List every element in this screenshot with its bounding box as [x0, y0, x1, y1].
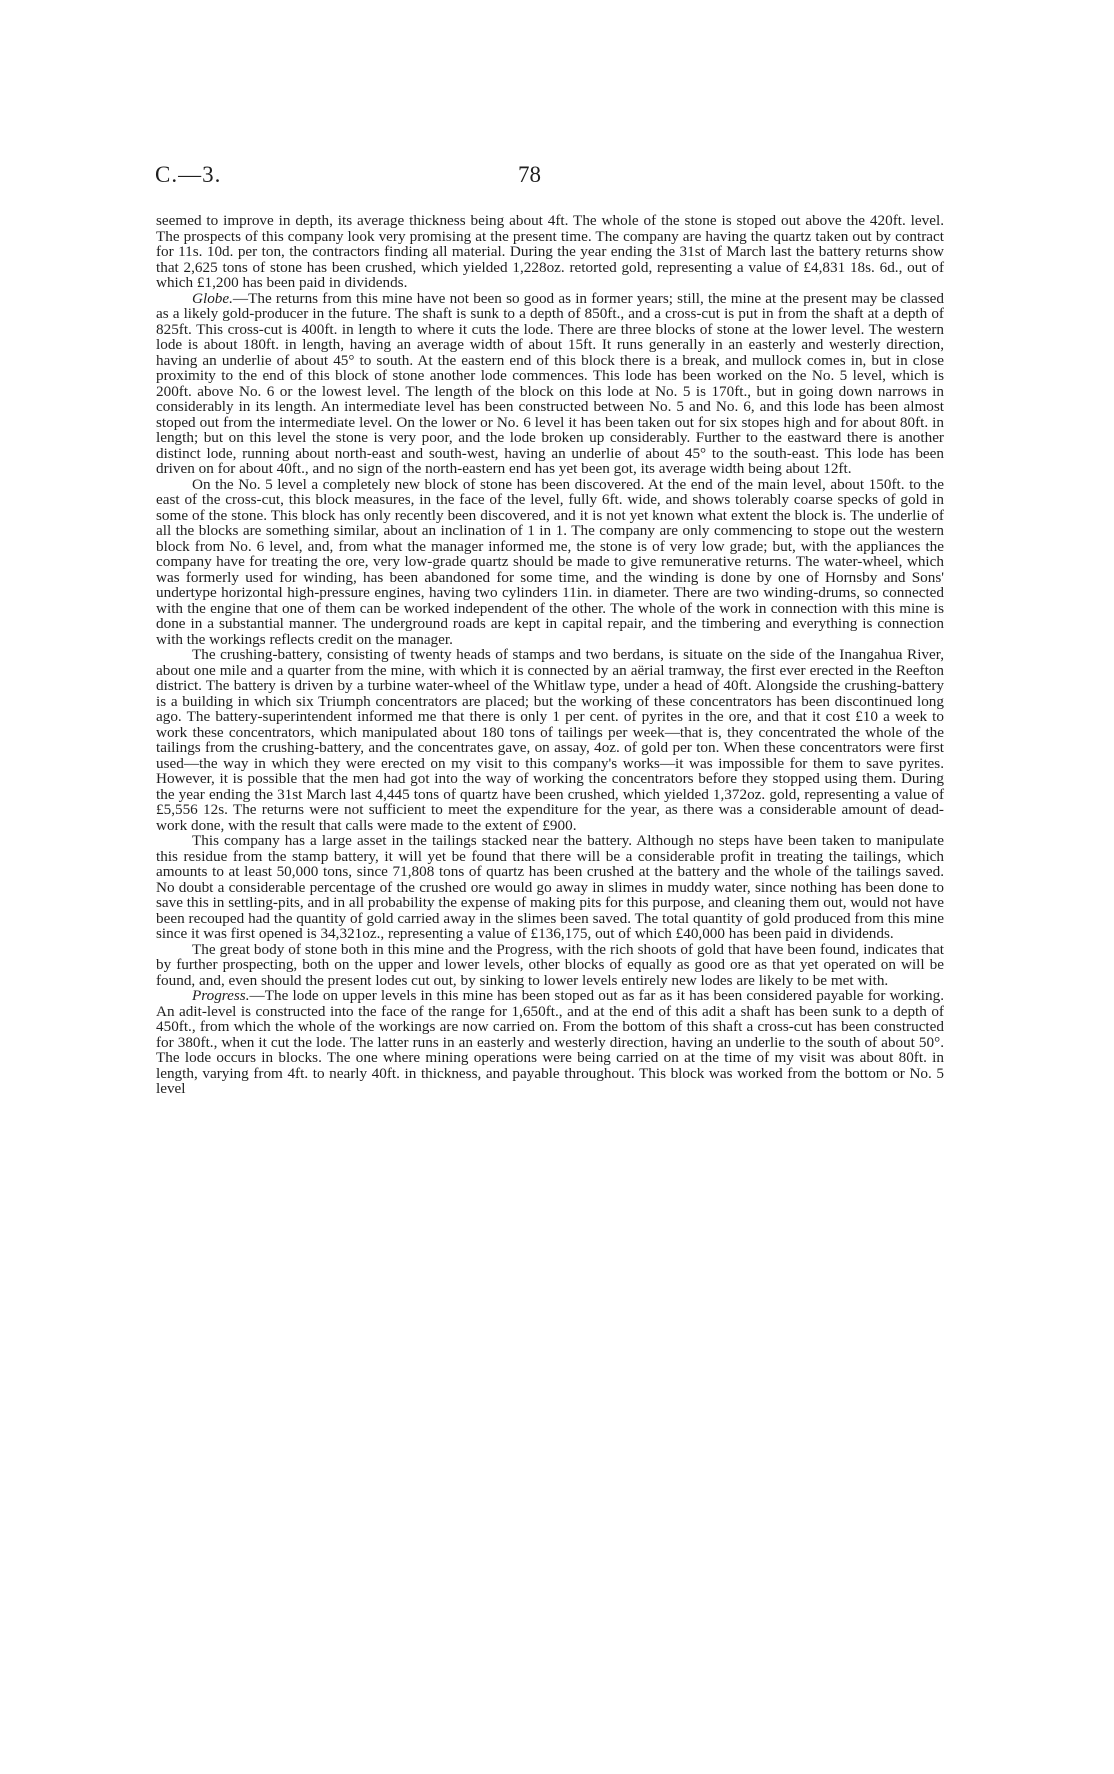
paragraph [156, 833, 944, 942]
paragraph-text: seemed to improve in depth, its average thickness being about 4ft. The whole of the stone is stoped out above the 420ft. level. The prospects of this company look very promising at the present time. The company are having the quartz taken out by contract for 11s. 10d. per ton, the contractors finding all material. During the year ending the 31st of March last the battery returns show that 2,625 tons of stone has been crushed, which yielded 1,228oz. retorted gold, representing a value of £4,831 18s. 6d., out of which £1,200 has been paid in dividends. [156, 212, 944, 291]
paragraph-progress [156, 988, 944, 1097]
section-lead-globe: Globe. [192, 289, 233, 307]
paragraph [156, 213, 944, 291]
body-text [156, 213, 944, 1097]
paragraph-text: —The returns from this mine have not been so good as in former years; still, the mine at the present may be classed as a likely gold-producer in the future. The shaft is sunk to a depth of 850ft., and a cross-cut is put in from the shaft at a depth of 825ft. This cross-cut is 400ft. in length to where it cuts the lode. There are three blocks of stone at the lower level. The western lode is about 180ft. in length, having an average width of about 15ft. It runs generally in an easterly and westerly direction, having an underlie of about 45° to south. At the eastern end of this block there is a break, and mullock comes in, but in close proximity to the end of this block of stone another lode commences. This lode has been worked on the No. 5 level, which is 200ft. above No. 6 or the lowest level. The length of the block on this lode at No. 5 is 170ft., but in going down narrows in considerably in its length. An intermediate level has been constructed between No. 5 and No. 6, and this lode has been almost stoped out from the intermediate level. On the lower or No. 6 level it has been taken out for six stopes high and for about 80ft. in length; but on this level the stone is very poor, and the lode broken up considerably. Further to the eastward there is another distinct lode, running about north-east and south-west, having an underlie of about 45° to the south-east. This lode has been driven on for about 40ft., and no sign of the north-eastern end has yet been got, its average width being about 12ft. [156, 289, 944, 477]
document-reference: C.—3. [155, 162, 222, 187]
section-lead-progress: Progress. [192, 987, 250, 1004]
paragraph [156, 647, 944, 833]
paragraph-text: The crushing-battery, consisting of twenty heads of stamps and two berdans, is situate on the side of the Inangahua River, about one mile and a quarter from the mine, with which it is connected by an aërial tramway, the first ever erected in the Reefton district. The battery is driven by a turbine water-wheel of the Whitlaw type, under a head of 40ft. Alongside the crushing-battery is a building in which six Triumph concentrators are placed; but the working of these concentrators has been discontinued long ago. The battery-superintendent informed me that there is only 1 per cent. of pyrites in the ore, and that it cost £10 a week to work these concentrators, which manipulated about 180 tons of tailings per week—that is, they concentrated the whole of the tailings from the crushing-battery, and the concentrates gave, on assay, 4oz. of gold per ton. When these concentrators were first used—the way in which they were erected on my visit to this company's works—it was impossible for them to save pyrites. However, it is possible that the men had got into the way of working the concentrators before they stopped using them. During the year ending the 31st March last 4,445 tons of quartz have been crushed, which yielded 1,372oz. gold, representing a value of £5,556 12s. The returns were not sufficient to meet the expenditure for the year, as there was a considerable amount of dead-work done, with the result that calls were made to the extent of £900. [156, 646, 944, 834]
page-number: 78 [518, 162, 541, 187]
paragraph-text: —The lode on upper levels in this mine has been stoped out as far as it has been considered payable for working. An adit-level is constructed into the face of the range for 1,650ft., and at the end of this adit a shaft has been sunk to a depth of 450ft., from which the whole of the workings are now carried on. From the bottom of this shaft a cross-cut has been constructed for 380ft., when it cut the lode. The latter runs in an easterly and westerly direction, having an underlie to the south of about 50°. The lode occurs in blocks. The one where mining operations were being carried on at the time of my visit was about 80ft. in length, varying from 4ft. to nearly 40ft. in thickness, and payable throughout. This block was worked from the bottom or No. 5 level [156, 987, 944, 1097]
paragraph-text: This company has a large asset in the tailings stacked near the battery. Although no steps have been taken to manipulate this residue from the stamp battery, it will yet be found that there will be a considerable profit in treating the tailings, which amounts to at least 50,000 tons, since 71,808 tons of quartz has been crushed at the battery and the whole of the tailings saved. No doubt a considerable percentage of the crushed ore would go away in slimes in muddy water, since nothing has been done to save this in settling-pits, and in all probability the expense of making pits for this purpose, and cleaning them out, would not have been recouped had the quantity of gold carried away in the slimes been saved. The total quantity of gold produced from this mine since it was first opened is 34,321oz., representing a value of £136,175, out of which £40,000 has been paid in dividends. [156, 832, 944, 942]
running-head [155, 162, 945, 202]
paragraph-text: The great body of stone both in this mine and the Progress, with the rich shoots of gold that have been found, indicates that by further prospecting, both on the upper and lower levels, other blocks of equally as good ore as that yet operated on will be found, and, even should the present lodes cut out, by sinking to lower levels entirely new lodes are likely to be met with. [156, 940, 944, 989]
paragraph-text: On the No. 5 level a completely new block of stone has been discovered. At the end of the main level, about 150ft. to the east of the cross-cut, this block measures, in the face of the level, fully 6ft. wide, and shows tolerably coarse specks of gold in some of the stone. This block has only recently been discovered, and it is not yet known what extent the block is. The underlie of all the blocks are something similar, about an inclination of 1 in 1. The company are only commencing to stope out the western block from No. 6 level, and, from what the manager informed me, the stone is of very low grade; but, with the appliances the company have for treating the ore, very low-grade quartz should be made to give remunerative returns. The water-wheel, which was formerly used for winding, has been abandoned for some time, and the winding is done by one of Hornsby and Sons' undertype horizontal high-pressure engines, having two cylinders 11in. in diameter. There are two winding-drums, so connected with the engine that one of them can be worked independent of the other. The whole of the work in connection with this mine is done in a substantial manner. The underground roads are kept in capital repair, and the timbering and everything is connection with the workings reflects credit on the manager. [156, 475, 944, 648]
paragraph-globe [156, 291, 944, 477]
paragraph [156, 942, 944, 989]
paragraph [156, 477, 944, 648]
